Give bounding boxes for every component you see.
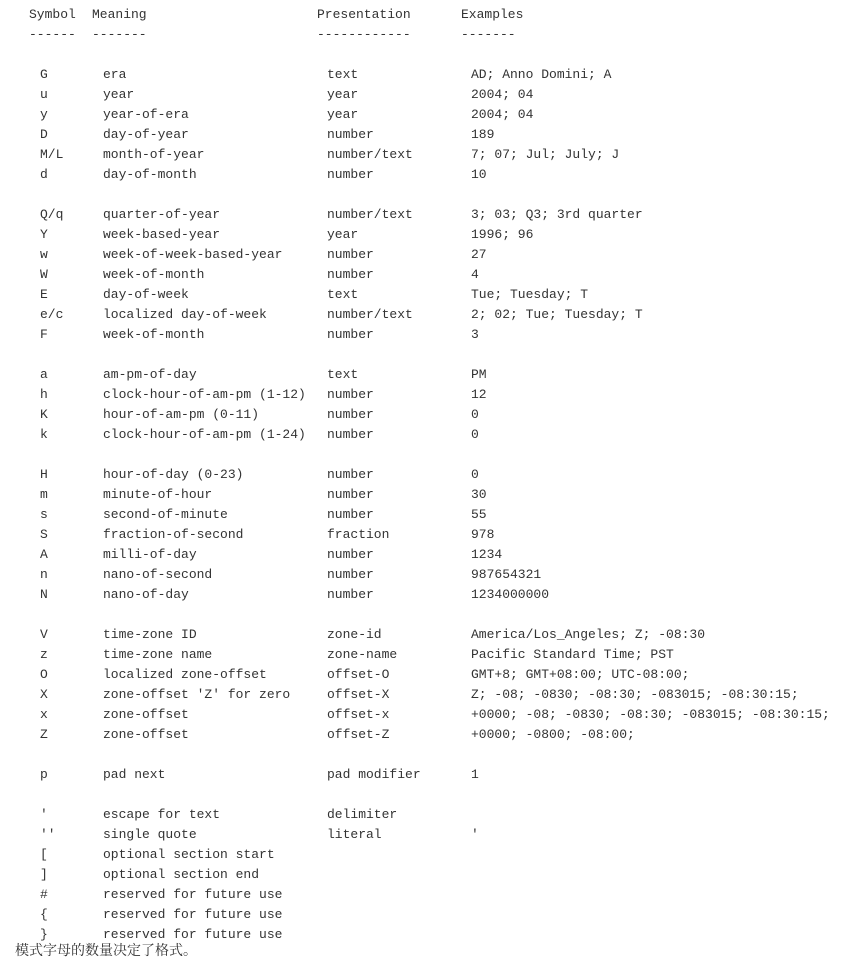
table-row [0,505,487,525]
table-row [0,585,550,605]
group-spacer [0,45,31,65]
cell-examples: PM [471,367,487,382]
cell-symbol: d [40,167,48,182]
cell-meaning: second-of-minute [103,507,228,522]
cell-symbol: } [40,927,48,942]
cell-symbol: m [40,487,48,502]
table-row [0,205,643,225]
cell-examples: 2004; 04 [471,87,534,102]
cell-examples: 0 [471,407,479,422]
cell-presentation: zone-id [327,627,382,642]
cell-symbol: K [40,407,48,422]
cell-meaning: nano-of-second [103,567,213,582]
cell-presentation: number [327,407,374,422]
cell-examples: 10 [471,167,487,182]
table-row [0,905,283,925]
cell-examples: Z; -08; -0830; -08:30; -083015; -08:30:15; [471,687,799,702]
cell-symbol: F [40,327,48,342]
cell-meaning: day-of-month [103,167,197,182]
cell-examples: Pacific Standard Time; PST [471,647,674,662]
cell-examples: 1996; 96 [471,227,534,242]
group-spacer [0,345,31,365]
cell-examples: 0 [471,427,479,442]
cell-examples: 55 [471,507,487,522]
cell-examples: ' [471,827,479,842]
cell-meaning: reserved for future use [103,927,283,942]
cell-presentation: fraction [327,527,390,542]
cell-meaning: fraction-of-second [103,527,244,542]
cell-meaning: localized zone-offset [103,667,267,682]
table-row [0,85,534,105]
cell-examples: America/Los_Angeles; Z; -08:30 [471,627,706,642]
cell-examples: 3; 03; Q3; 3rd quarter [471,207,643,222]
table-row [0,125,495,145]
pattern-table [0,5,830,945]
table-row [0,65,612,85]
table-row [0,545,503,565]
group-spacer [0,605,31,625]
cell-examples: Tue; Tuesday; T [471,287,589,302]
table-row [0,765,479,785]
cell-presentation: number [327,247,374,262]
group-spacer [0,785,31,805]
table-header-row [0,5,524,25]
cell-meaning: week-of-week-based-year [103,247,283,262]
cell-symbol: # [40,887,48,902]
cell-presentation: offset-X [327,687,390,702]
cell-presentation: number/text [327,147,413,162]
cell-meaning: clock-hour-of-am-pm (1-12) [103,387,306,402]
cell-presentation: number [327,567,374,582]
cell-examples: 2; 02; Tue; Tuesday; T [471,307,643,322]
cell-symbol: W [40,267,48,282]
underline-meaning: ------- [92,27,147,42]
cell-presentation: offset-x [327,707,390,722]
header-meaning: Meaning [92,7,147,22]
cell-meaning: minute-of-hour [103,487,213,502]
cell-examples: 1 [471,767,479,782]
group-spacer [0,445,31,465]
table-row [0,565,542,585]
table-row [0,405,479,425]
cell-symbol: E [40,287,48,302]
cell-presentation: number [327,587,374,602]
cell-meaning: localized day-of-week [103,307,267,322]
table-row [0,305,643,325]
cell-examples: +0000; -08; -0830; -08:30; -083015; -08:30:15; [471,707,830,722]
table-row [0,825,479,845]
cell-meaning: week-of-month [103,267,205,282]
cell-meaning: reserved for future use [103,887,283,902]
cell-presentation: number [327,467,374,482]
cell-presentation: zone-name [327,647,398,662]
cell-meaning: day-of-week [103,287,189,302]
cell-meaning: zone-offset [103,707,189,722]
underline-examples: ------- [461,27,516,42]
cell-examples: 12 [471,387,487,402]
cell-symbol: p [40,767,48,782]
underline-symbol: ------ [29,27,76,42]
cell-presentation: literal [327,827,382,842]
table-body [0,45,830,945]
cell-examples: GMT+8; GMT+08:00; UTC-08:00; [471,667,690,682]
table-row [0,105,534,125]
cell-symbol: [ [40,847,48,862]
cell-examples: AD; Anno Domini; A [471,67,612,82]
cell-symbol: V [40,627,48,642]
cell-examples: 0 [471,467,479,482]
table-row [0,365,487,385]
cell-presentation: number [327,267,374,282]
cell-meaning: clock-hour-of-am-pm (1-24) [103,427,306,442]
cell-examples: 978 [471,527,495,542]
table-row [0,385,487,405]
table-row [0,685,799,705]
cell-symbol: n [40,567,48,582]
cell-examples: 7; 07; Jul; July; J [471,147,620,162]
cell-meaning: optional section end [103,867,260,882]
cell-presentation: number [327,167,374,182]
cell-meaning: single quote [103,827,197,842]
cell-meaning: quarter-of-year [103,207,221,222]
cell-examples: 4 [471,267,479,282]
cell-symbol: G [40,67,48,82]
cell-symbol: h [40,387,48,402]
cell-meaning: am-pm-of-day [103,367,197,382]
table-row [0,865,260,885]
table-row [0,265,479,285]
cell-symbol: S [40,527,48,542]
cell-presentation: text [327,287,359,302]
cell-meaning: year [103,87,135,102]
cell-meaning: hour-of-am-pm (0-11) [103,407,260,422]
cell-meaning: pad next [103,767,166,782]
cell-presentation: number [327,427,374,442]
cell-presentation: number [327,127,374,142]
cell-symbol: ' [40,807,48,822]
cell-examples: 1234 [471,547,503,562]
table-row [0,705,830,725]
cell-meaning: escape for text [103,807,221,822]
table-row [0,885,283,905]
cell-symbol: A [40,547,48,562]
group-spacer [0,185,31,205]
cell-meaning: year-of-era [103,107,189,122]
table-header-underline [0,25,516,45]
cell-presentation: offset-Z [327,727,390,742]
table-row [0,845,275,865]
cell-meaning: era [103,67,127,82]
cell-examples: 3 [471,327,479,342]
cell-symbol: '' [40,827,56,842]
cell-meaning: optional section start [103,847,275,862]
cell-presentation: offset-O [327,667,390,682]
header-presentation: Presentation [317,7,411,22]
table-row [0,145,620,165]
header-examples: Examples [461,7,524,22]
table-row [0,245,487,265]
table-row [0,645,674,665]
table-row [0,225,534,245]
cell-symbol: s [40,507,48,522]
table-row [0,285,589,305]
cell-presentation: text [327,67,359,82]
cell-presentation: number/text [327,307,413,322]
cell-meaning: nano-of-day [103,587,189,602]
cell-presentation: number [327,327,374,342]
cell-meaning: zone-offset [103,727,189,742]
cell-examples: 30 [471,487,487,502]
cell-meaning: milli-of-day [103,547,197,562]
cell-symbol: u [40,87,48,102]
cell-presentation: number [327,387,374,402]
cell-meaning: month-of-year [103,147,205,162]
cell-meaning: time-zone ID [103,627,197,642]
cell-symbol: O [40,667,48,682]
cell-meaning: time-zone name [103,647,213,662]
cell-symbol: H [40,467,48,482]
cell-symbol: M/L [40,147,64,162]
table-row [0,465,479,485]
cell-meaning: week-based-year [103,227,221,242]
cell-meaning: zone-offset 'Z' for zero [103,687,291,702]
table-row [0,725,635,745]
cell-examples: +0000; -0800; -08:00; [471,727,635,742]
cell-symbol: w [40,247,48,262]
footer-note: 模式字母的数量决定了格式。 [15,943,197,959]
header-symbol: Symbol [29,7,76,22]
cell-symbol: z [40,647,48,662]
cell-symbol: X [40,687,48,702]
cell-symbol: { [40,907,48,922]
cell-presentation: number/text [327,207,413,222]
cell-symbol: ] [40,867,48,882]
table-row [0,485,487,505]
cell-symbol: Z [40,727,48,742]
cell-presentation: pad modifier [327,767,421,782]
cell-presentation: number [327,487,374,502]
cell-presentation: delimiter [327,807,398,822]
cell-symbol: k [40,427,48,442]
cell-examples: 27 [471,247,487,262]
table-row [0,665,690,685]
cell-symbol: x [40,707,48,722]
table-row [0,625,706,645]
cell-presentation: number [327,547,374,562]
table-row [0,165,487,185]
cell-examples: 189 [471,127,495,142]
cell-symbol: Q/q [40,207,64,222]
cell-symbol: y [40,107,48,122]
cell-presentation: year [327,227,359,242]
cell-symbol: D [40,127,48,142]
cell-examples: 1234000000 [471,587,550,602]
cell-meaning: reserved for future use [103,907,283,922]
table-row [0,425,479,445]
cell-presentation: year [327,87,359,102]
group-spacer [0,745,31,765]
cell-presentation: text [327,367,359,382]
cell-presentation: number [327,507,374,522]
cell-examples: 987654321 [471,567,542,582]
cell-meaning: week-of-month [103,327,205,342]
cell-meaning: day-of-year [103,127,189,142]
cell-presentation: year [327,107,359,122]
cell-symbol: a [40,367,48,382]
cell-symbol: Y [40,227,48,242]
cell-meaning: hour-of-day (0-23) [103,467,244,482]
cell-symbol: N [40,587,48,602]
table-row [0,325,479,345]
cell-symbol: e/c [40,307,64,322]
cell-examples: 2004; 04 [471,107,534,122]
underline-presentation: ------------ [317,27,411,42]
table-row [0,525,495,545]
table-row [0,805,398,825]
